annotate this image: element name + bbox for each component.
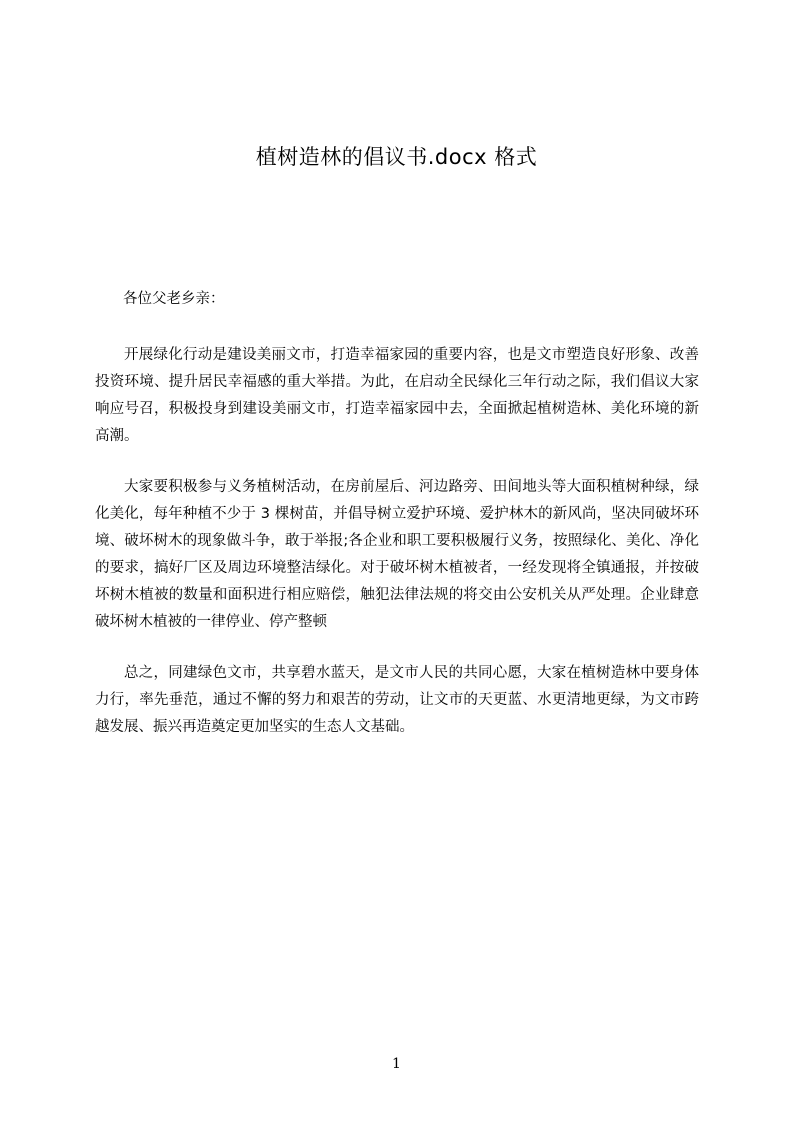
paragraph-2: 大家要积极参与义务植树活动，在房前屋后、河边路旁、田间地头等大面积植树种绿，绿化美化，每年种植不少于 3 棵树苗，并倡导树立爱护环境、爱护林木的新风尚，坚决同破坏环境、破坏树木的现象做斗争，敢于举报;各企业和职工要积极履行义务，按照绿化、美化、净化的要求，搞好厂区及周边环境整洁绿化。对于破坏树木植被者，一经发现将全镇通报，并按破坏树木植被的数量和面积进行相应赔偿，触犯法律法规的将交由公安机关从严处理。企业肆意破坏树木植被的一律停业、停产整顿 xyxy=(95,479,699,630)
greeting-line: 各位父老乡亲： xyxy=(123,291,225,307)
page-number: 1 xyxy=(392,1056,401,1072)
paragraph-1: 开展绿化行动是建设美丽文市，打造幸福家园的重要内容，也是文市塑造良好形象、改善投资环境、提升居民幸福感的重大举措。为此，在启动全民绿化三年行动之际，我们倡议大家响应号召，积极投身到建设美丽文市，打造幸福家园中去，全面掀起植树造林、美化环境的新高潮。 xyxy=(95,347,699,444)
paragraph-3: 总之，同建绿色文市，共享碧水蓝天，是文市人民的共同心愿，大家在植树造林中要身体力行，率先垂范，通过不懈的努力和艰苦的劳动，让文市的天更蓝、水更清地更绿，为文市跨越发展、振兴再造奠定更加坚实的生态人文基础。 xyxy=(95,665,699,735)
document-title: 植树造林的倡议书.docx 格式 xyxy=(255,145,538,169)
